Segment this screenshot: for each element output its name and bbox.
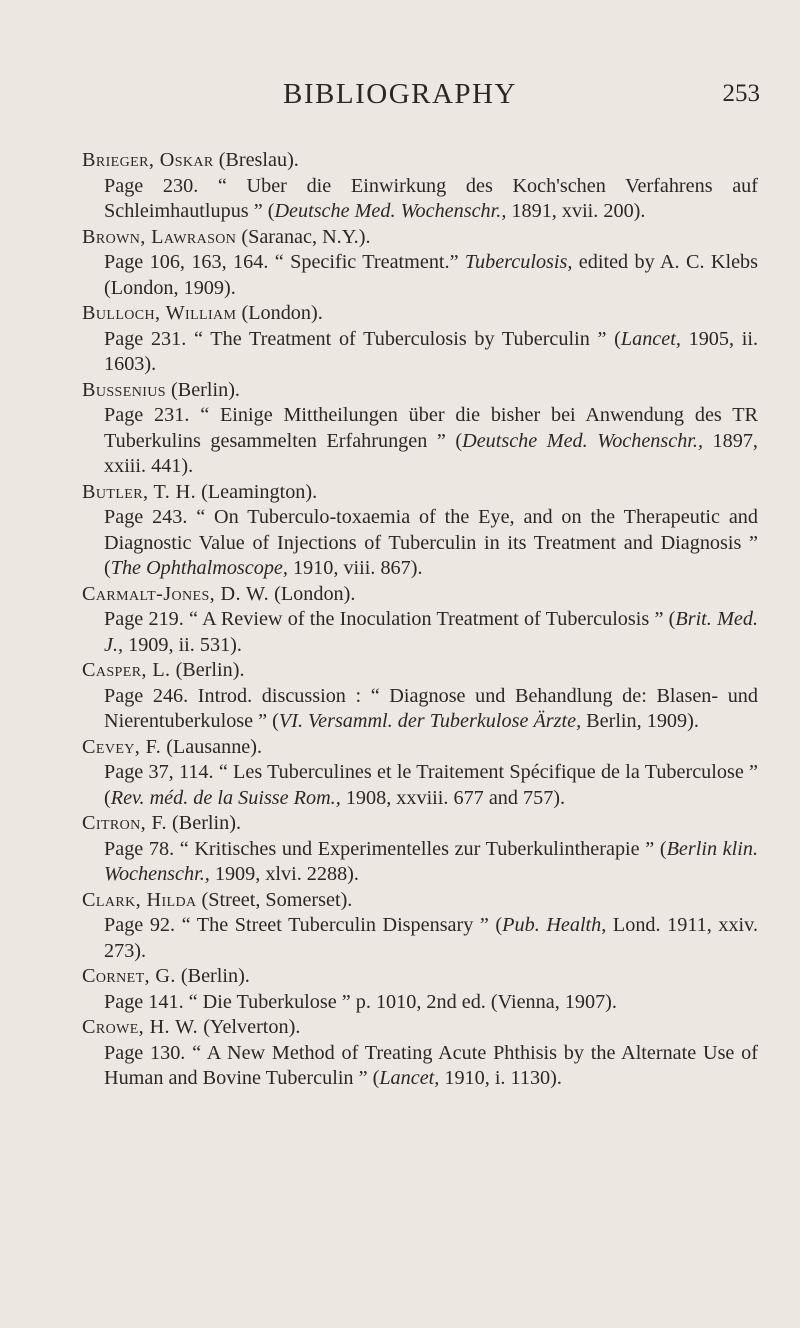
bibliography-list [82,148,758,1092]
citation-text: Page 106, 163, 164. “ Specific Treatment.” [104,251,465,273]
bibliography-entry [82,1015,758,1092]
citation-text: Page 219. “ A Review of the Inoculation Treatment of Tuberculosis ” ( [104,608,676,630]
entry-heading [82,888,758,914]
citation-text: 1910, i. 1130). [439,1067,562,1089]
entry-heading [82,225,758,251]
running-header [0,78,800,118]
page-number: 253 [722,80,760,107]
citation-journal: Tuberculosis, [464,251,573,273]
entry-citation [82,837,758,888]
bibliography-entry [82,148,758,225]
citation-journal: Lancet, [379,1067,440,1089]
citation-text: Page 37, 114. “ Les Tuberculines et le Traitement Spécifique de la Tuberculose ” ( [104,761,758,809]
entry-citation [82,403,758,480]
entry-author: Cornet, G. [82,965,176,987]
bibliography-entry [82,811,758,888]
entry-citation [82,1041,758,1092]
citation-journal: Deutsche Med. Wochenschr., [462,429,704,452]
entry-citation [82,327,758,378]
citation-text: Page 92. “ The Street Tuberculin Dispensary ” ( [104,914,503,936]
entry-location: (Berlin). [171,378,240,401]
citation-text: Page 230. “ Uber die Einwirkung des Koch'schen Verfahrens auf Schleimhautlupus ” ( [104,174,758,222]
citation-journal: Rev. méd. de la Suisse Rom., [110,786,341,809]
entry-location: (Leamington). [201,480,318,503]
citation-journal: Pub. Health, [502,914,607,936]
entry-heading [82,811,758,837]
entry-heading [82,1015,758,1041]
citation-text: Berlin, 1909). [581,710,699,732]
citation-journal: Berlin klin. Wochenschr., [104,837,758,885]
entry-author: Butler, T. H. [82,480,197,503]
citation-text: Page 130. “ A New Method of Treating Acute Phthisis by the Alternate Use of Human and Bovine Tuberculin ” ( [104,1041,758,1089]
bibliography-entry [82,225,758,302]
citation-text: edited by A. C. Klebs (London, 1909). [104,251,758,299]
entry-location: (London). [241,302,323,324]
entry-location: (Yelverton). [203,1016,301,1038]
citation-text: Page 246. Introd. discussion : “ Diagnose und Behandlung de: Blasen- und Nierentuberkulose ” ( [104,684,758,732]
entry-author: Bussenius [82,378,166,401]
bibliography-entry [82,658,758,735]
entry-citation [82,505,758,582]
bibliography-entry [82,582,758,659]
citation-journal: Lancet, [620,327,681,350]
entry-author: Brieger, Oskar [82,149,214,171]
entry-author: Casper, L. [82,659,171,681]
citation-text: 1909, ii. 531). [123,633,242,656]
entry-citation [82,760,758,811]
entry-citation [82,913,758,964]
citation-text: Lond. 1911, xxiv. 273). [104,914,758,962]
citation-text: 1908, xxviii. 677 and 757). [340,786,566,809]
entry-author: Cevey, F. [82,735,162,758]
entry-citation [82,684,758,735]
citation-text: Page 231. “ Einige Mittheilungen über die bisher bei Anwendung des TR Tuberkulins gesammelten Erfahrungen ” ( [104,404,758,452]
entry-location: (Berlin). [180,965,250,987]
entry-citation [82,174,758,225]
entry-heading [82,658,758,684]
entry-heading [82,964,758,990]
bibliography-entry [82,480,758,582]
citation-text: Page 141. “ Die Tuberkulose ” p. 1010, 2nd ed. (Vienna, 1907). [104,990,617,1013]
citation-text: 1910, viii. 867). [287,557,423,579]
entry-location: (Breslau). [218,149,299,171]
entry-location: (Street, Somerset). [201,888,353,911]
entry-citation [82,607,758,658]
entry-heading [82,480,758,506]
bibliography-entry [82,378,758,480]
entry-author: Clark, Hilda [82,888,197,911]
entry-author: Bulloch, William [82,302,237,324]
citation-text: 1891, xvii. 200). [506,200,646,222]
entry-location: (Berlin). [172,812,241,834]
entry-citation [82,990,758,1016]
citation-text: 1909, xlvi. 2288). [209,863,359,885]
entry-heading [82,301,758,327]
bibliography-entry [82,888,758,965]
citation-text: 1905, ii. 1603). [104,327,758,375]
entry-heading [82,582,758,608]
entry-heading [82,378,758,404]
entry-location: (Lausanne). [166,735,263,758]
bibliography-entry [82,964,758,1015]
bibliography-entry [82,735,758,812]
entry-author: Crowe, H. W. [82,1016,199,1038]
entry-location: (London). [274,582,356,605]
citation-journal: The Ophthalmoscope, [110,557,288,579]
citation-journal: Deutsche Med. Wochenschr., [274,200,507,222]
entry-author: Citron, F. [82,812,167,834]
entry-heading [82,735,758,761]
citation-text: Page 78. “ Kritisches und Experimentelles zur Tuberkulintherapie ” ( [104,837,667,860]
citation-text: Page 243. “ On Tuberculo-toxaemia of the Eye, and on the Therapeutic and Diagnostic Value of Injections of Tuberculin in its Treatment and Diagnosis ” ( [104,506,758,579]
bibliography-entry [82,301,758,378]
citation-journal: VI. Versamml. der Tuberkulose Ärzte, [278,710,582,732]
entry-author: Carmalt-Jones, D. W. [82,582,270,605]
entry-author: Brown, Lawrason [82,225,237,248]
page-title: BIBLIOGRAPHY [283,78,517,110]
entry-citation [82,250,758,301]
entry-location: (Berlin). [175,659,245,681]
citation-text: 1897, xxiii. 441). [104,429,758,477]
entry-heading [82,148,758,174]
citation-journal: Brit. Med. J., [104,608,758,656]
citation-text: Page 231. “ The Treatment of Tuberculosis by Tuberculin ” ( [104,327,621,350]
entry-location: (Saranac, N.Y.). [241,225,371,248]
